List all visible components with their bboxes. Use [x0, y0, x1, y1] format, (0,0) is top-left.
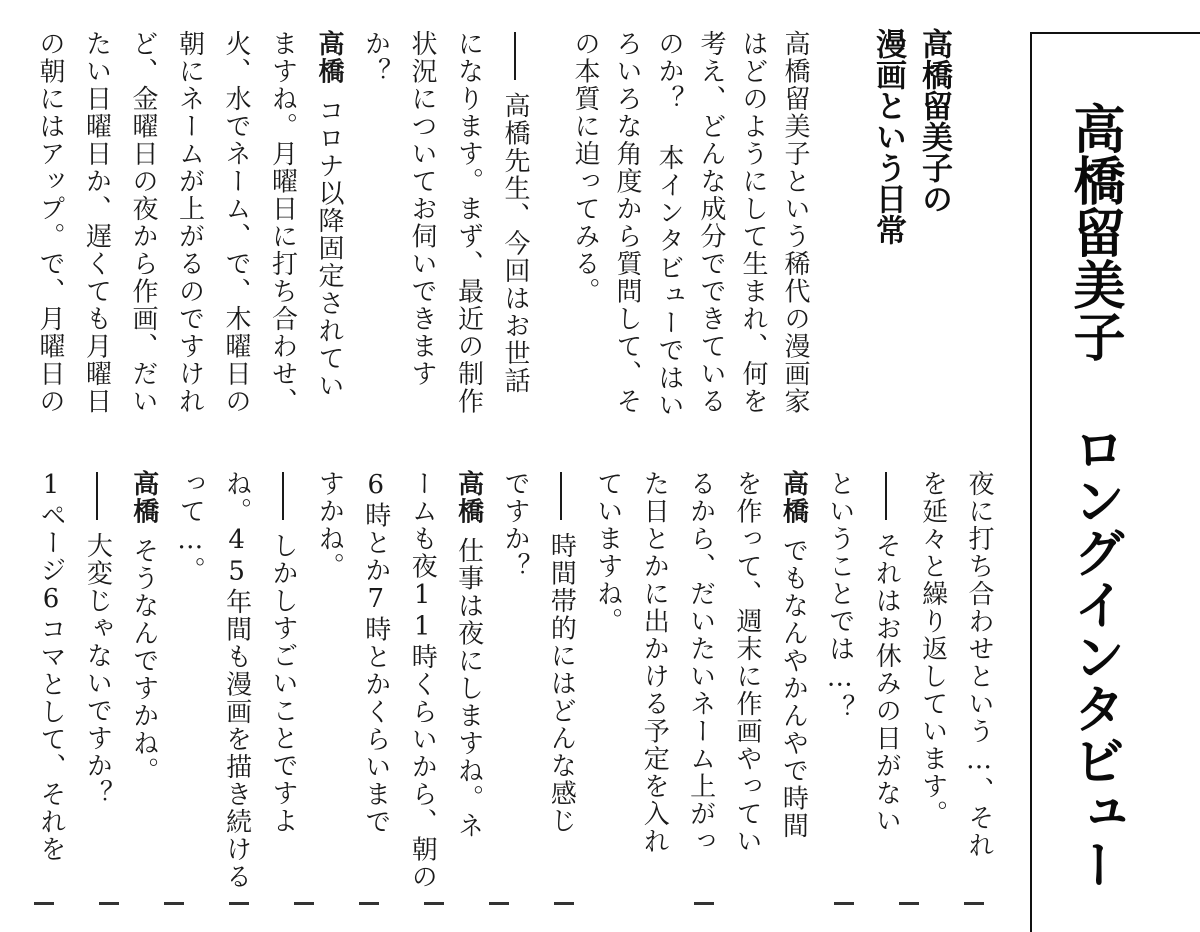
bottom-column — [734, 470, 760, 855]
column-text: を延々と繰り返しています。 — [917, 470, 948, 828]
column-text: 夜に打ち合わせという…、それ — [964, 470, 994, 859]
top-column — [81, 30, 112, 415]
bottom-column — [871, 470, 902, 835]
speaker-label: 高橋 — [128, 470, 159, 525]
column-text: 朝にネームが上がるのですけれ — [174, 30, 205, 415]
bottom-column — [175, 470, 206, 584]
speaker-label: 高橋 — [453, 470, 484, 525]
column-text: 時間帯的にはどんな感じ — [546, 532, 577, 835]
bottom-column — [128, 470, 159, 785]
bottom-column — [502, 470, 528, 580]
column-text: ど、金曜日の夜から作画、だい — [128, 30, 158, 415]
intro-line: 考え、どんな成分でできている — [696, 30, 726, 415]
column-text: しかしすごいことですよ — [268, 532, 298, 835]
bottom-column — [38, 470, 64, 863]
column-text: たい日曜日か、遅くても月曜日 — [81, 30, 112, 415]
column-text: 大変じゃないですか？ — [82, 532, 113, 807]
column-text: 1ページ6コマとして、それを — [36, 470, 66, 863]
interviewer-dash — [560, 472, 562, 520]
column-text: ですか？ — [500, 470, 530, 580]
column-text: ームも夜11時くらいから、朝の — [407, 470, 438, 891]
bottom-column — [270, 470, 296, 835]
bottom-column — [314, 470, 345, 580]
bottom-column — [221, 470, 252, 891]
bottom-column — [546, 470, 577, 835]
intro-line: はどのようにして生まれ、何を — [738, 30, 768, 415]
bottom-column — [360, 470, 391, 836]
column-text: た日とかに出かける予定を入れ — [639, 470, 670, 855]
column-text: それはお休みの日がない — [871, 532, 902, 835]
intro-line: ろいろな角度から質問して、そ — [612, 30, 642, 415]
interviewer-dash — [96, 472, 98, 520]
top-column — [130, 30, 156, 415]
column-text: 状況についてお伺いできます — [407, 30, 437, 388]
column-text: ということでは…？ — [824, 470, 855, 722]
top-column — [409, 30, 435, 388]
bottom-column — [592, 470, 623, 635]
column-text: 火、水でネーム、で、木曜日の — [221, 30, 251, 415]
section-heading-line-2: 漫画という日常 — [870, 28, 906, 245]
bottom-column — [685, 470, 716, 855]
speaker-label: 高橋 — [314, 30, 344, 85]
column-text: 高橋先生、今回はお世話 — [500, 92, 530, 395]
bottom-column — [917, 470, 948, 828]
column-text: を作って、週末に作画やってい — [732, 470, 762, 855]
bottom-column — [453, 470, 484, 840]
bottom-column — [639, 470, 670, 855]
column-text: るから、だいたいネーム上がっ — [685, 470, 716, 855]
top-column — [267, 30, 298, 415]
bottom-column — [82, 470, 113, 807]
page-title: 高橋留美子 ロングインタビュー — [1064, 102, 1124, 890]
column-text: コロナ以降固定されてい — [314, 97, 344, 400]
column-text: ていますね。 — [592, 470, 623, 635]
bottom-column — [824, 470, 855, 722]
top-column — [174, 30, 205, 415]
column-text: ね。45年間も漫画を描き続ける — [221, 470, 252, 891]
section-heading-line-1: 高橋留美子の — [916, 28, 952, 214]
column-text: すかね。 — [314, 470, 345, 580]
top-column — [502, 30, 528, 395]
column-text: の朝にはアップ。で、月曜日の — [35, 30, 65, 415]
interviewer-dash — [514, 32, 516, 80]
column-text: 6時とか7時とかくらいまで — [360, 470, 391, 836]
column-text: か？ — [360, 30, 391, 85]
column-text: になります。まず、最近の制作 — [453, 30, 484, 415]
bottom-column — [407, 470, 438, 891]
top-column — [453, 30, 484, 415]
bottom-column — [966, 470, 992, 859]
intro-line: 高橋留美子という稀代の漫画家 — [780, 30, 810, 415]
column-text: って…。 — [175, 470, 206, 584]
speaker-label: 高橋 — [778, 470, 809, 525]
top-column — [316, 30, 342, 400]
column-text: でもなんやかんやで時間 — [778, 537, 809, 840]
top-column — [37, 30, 63, 415]
column-text: ますね。月曜日に打ち合わせ、 — [267, 30, 298, 415]
intro-line: の本質に迫ってみる。 — [570, 30, 600, 305]
column-text: 仕事は夜にしますね。ネ — [453, 537, 484, 840]
interviewer-dash — [282, 472, 284, 520]
interviewer-dash — [885, 472, 887, 520]
top-column — [360, 30, 391, 85]
top-column — [223, 30, 249, 415]
bottom-column — [778, 470, 809, 840]
column-text: そうなんですかね。 — [128, 537, 159, 785]
intro-line: のか？ 本インタビューではい — [654, 30, 684, 419]
